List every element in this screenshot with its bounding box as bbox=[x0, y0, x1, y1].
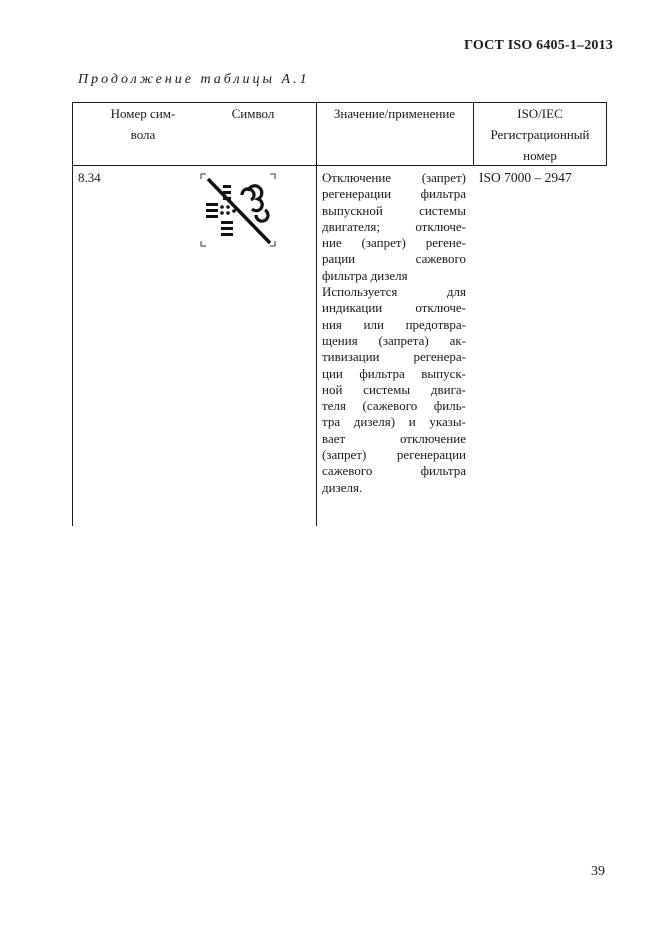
meaning-line: тивизации регенера- bbox=[322, 349, 466, 365]
header-meaning: Значение/применение bbox=[333, 106, 456, 121]
meaning-line: вает отключение bbox=[322, 430, 466, 446]
meaning-line: выпускной системы bbox=[322, 202, 466, 218]
meaning-line: ния или предотвра- bbox=[322, 316, 466, 332]
table-right-border bbox=[606, 102, 607, 165]
header-reg-line1: ISO/IEC bbox=[517, 106, 563, 121]
table-left-border bbox=[72, 102, 73, 526]
meaning-line: тра дизеля) и указы- bbox=[322, 414, 466, 430]
meaning-line: рации сажевого bbox=[322, 251, 466, 267]
standard-designation: ГОСТ ISO 6405-1–2013 bbox=[464, 38, 613, 53]
row-reg-number: ISO 7000 – 2947 bbox=[479, 170, 572, 185]
meaning-line: ние (запрет) регене- bbox=[322, 235, 466, 251]
symbols-table bbox=[72, 102, 607, 526]
meaning-line: дизеля. bbox=[322, 479, 363, 495]
row-meaning bbox=[322, 170, 466, 496]
meaning-line: ции фильтра выпуск- bbox=[322, 365, 466, 381]
meaning-line: Отключение (запрет) bbox=[322, 170, 466, 185]
table-continuation-caption: Продолжение таблицы А.1 bbox=[78, 72, 310, 87]
dpf-regeneration-inhibit-icon bbox=[198, 171, 278, 249]
column-divider-reg bbox=[473, 102, 474, 165]
header-number bbox=[92, 103, 194, 145]
header-reg-line3: номер bbox=[523, 148, 557, 163]
page-number: 39 bbox=[591, 864, 605, 879]
header-number-line1: Номер сим- bbox=[110, 106, 176, 121]
meaning-line: (запрет) регенерации bbox=[322, 447, 466, 463]
header-reg-line2: Регистрационный bbox=[490, 127, 590, 142]
header-number-line2: вола bbox=[130, 127, 156, 142]
meaning-line: фильтра дизеля bbox=[322, 267, 408, 283]
row-number: 8.34 bbox=[78, 170, 101, 185]
meaning-line: щения (запрета) ак- bbox=[322, 332, 466, 348]
meaning-line: теля (сажевого филь- bbox=[322, 398, 466, 414]
header-reg-number bbox=[475, 103, 605, 166]
meaning-line: индикации отключе- bbox=[322, 300, 466, 316]
meaning-line: регенерации фильтра bbox=[322, 186, 466, 202]
meaning-line: двигателя; отключе- bbox=[322, 218, 466, 234]
header-symbol: Символ bbox=[231, 106, 275, 121]
meaning-line: сажевого фильтра bbox=[322, 463, 466, 479]
column-divider-meaning bbox=[316, 102, 317, 526]
meaning-line: ной системы двига- bbox=[322, 381, 466, 397]
meaning-line: Используется для bbox=[322, 284, 466, 300]
